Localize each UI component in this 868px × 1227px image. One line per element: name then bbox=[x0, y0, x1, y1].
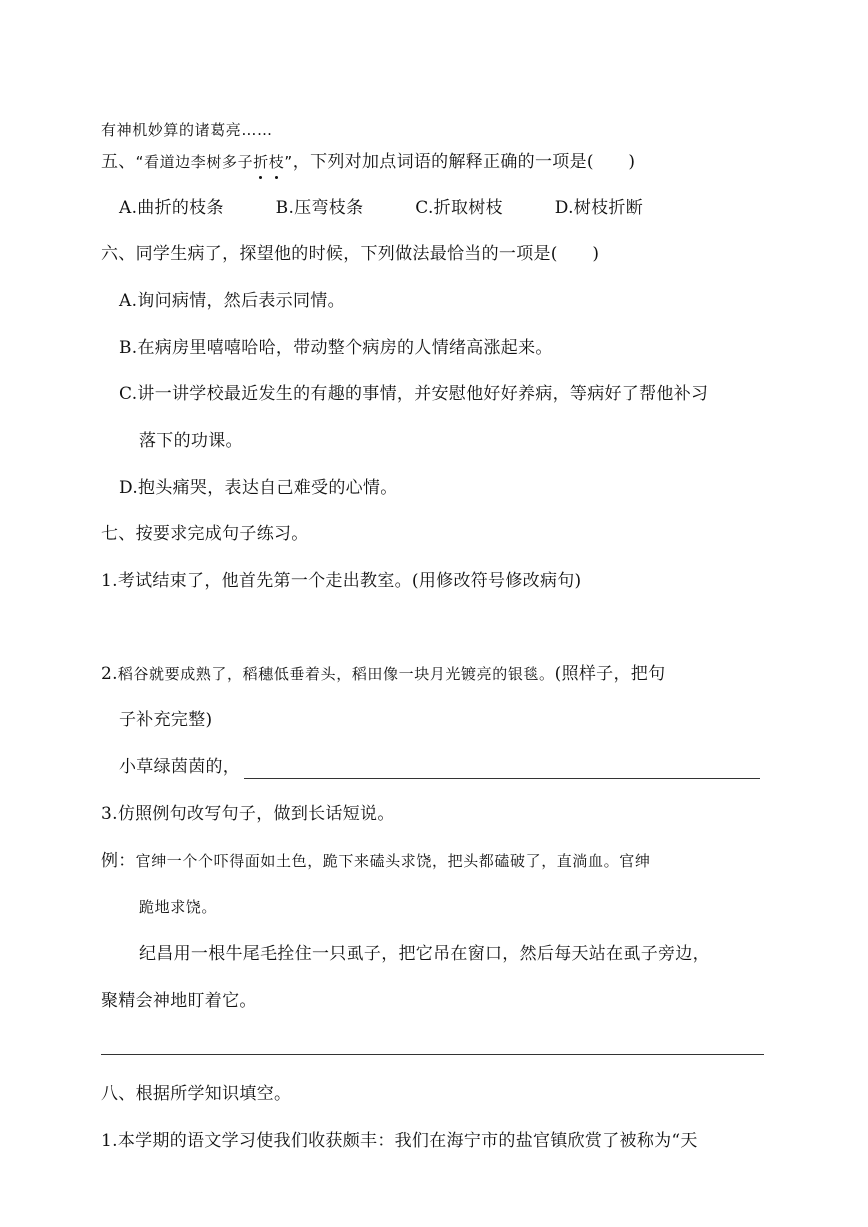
dotted-char-zhe: 折 bbox=[253, 150, 269, 174]
question-7-2 bbox=[101, 662, 665, 686]
question-5-quote bbox=[136, 153, 293, 171]
question-7-3: 3.仿照例句改写句子，做到长话短说。 bbox=[101, 804, 395, 824]
question-6-option-b: B.在病房里嘻嘻哈哈，带动整个病房的人情绪高涨起来。 bbox=[119, 338, 553, 358]
answer-blank[interactable] bbox=[244, 758, 760, 779]
question-6-option-d: D.抱头痛哭，表达自己难受的心情。 bbox=[119, 478, 398, 498]
question-7: 七、按要求完成句子练习。 bbox=[101, 524, 309, 544]
dotted-char-zhi: 枝 bbox=[269, 150, 285, 174]
question-7-2-cont: 子补充完整) bbox=[119, 710, 213, 730]
fill-prompt: 小草绿茵茵的， bbox=[119, 757, 241, 777]
question-7-3-example-answer: 跪地求饶。 bbox=[139, 898, 218, 916]
question-8: 八、根据所学知识填空。 bbox=[101, 1084, 292, 1104]
quote-close: ” bbox=[284, 153, 293, 171]
question-7-2-fill bbox=[119, 755, 760, 779]
question-6-option-a: A.询问病情，然后表示同情。 bbox=[119, 291, 345, 311]
question-5-number: 五、 bbox=[101, 152, 136, 172]
question-7-3-sentence: 纪昌用一根牛尾毛拴住一只虱子，把它吊在窗口，然后每天站在虱子旁边， bbox=[139, 944, 710, 964]
answer-line[interactable] bbox=[101, 1054, 764, 1055]
example-sentence: 稻谷就要成熟了，稻穗低垂着头，稻田像一块月光镀亮的银毯。 bbox=[117, 665, 555, 683]
instruction: (照样子，把句 bbox=[554, 664, 666, 684]
item-number: 2. bbox=[101, 664, 118, 684]
quote-text: “看道边李树多子 bbox=[135, 153, 254, 171]
question-5-options: A.曲折的枝条 B.压弯枝条 C.折取树枝 D.树枝折断 bbox=[119, 198, 644, 218]
continued-line: 有神机妙算的诸葛亮…… bbox=[101, 121, 273, 139]
question-7-1: 1.考试结束了，他首先第一个走出教室。(用修改符号修改病句) bbox=[101, 571, 582, 591]
example-text: 官绅一个个吓得面如土色，跪下来磕头求饶，把头都磕破了，直淌血。官绅 bbox=[135, 852, 651, 870]
question-8-1: 1.本学期的语文学习使我们收获颇丰：我们在海宁市的盐官镇欣赏了被称为“天 bbox=[101, 1131, 698, 1151]
question-7-3-sentence-cont: 聚精会神地盯着它。 bbox=[101, 991, 257, 1011]
question-5 bbox=[101, 150, 635, 174]
question-5-stem: ，下列对加点词语的解释正确的一项是( ) bbox=[292, 152, 636, 172]
question-6-option-c-cont: 落下的功课。 bbox=[139, 431, 243, 451]
question-7-3-example bbox=[101, 849, 650, 873]
question-6-option-c: C.讲一讲学校最近发生的有趣的事情，并安慰他好好养病，等病好了帮他补习 bbox=[119, 384, 709, 404]
example-label: 例： bbox=[101, 851, 136, 871]
question-6: 六、同学生病了，探望他的时候，下列做法最恰当的一项是( ) bbox=[101, 244, 600, 264]
